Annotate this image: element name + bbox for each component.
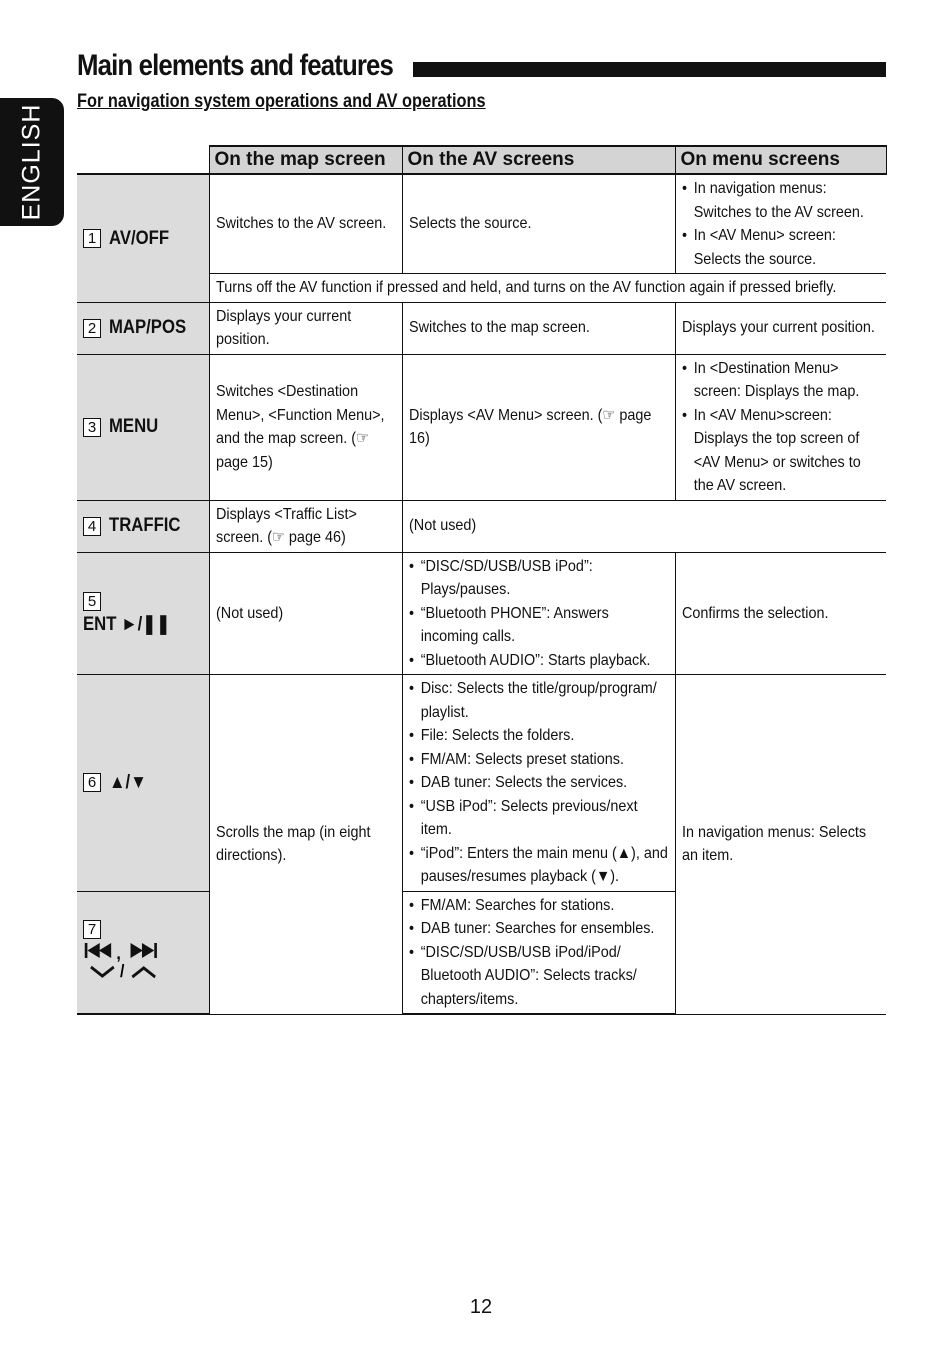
av-cell	[402, 552, 675, 675]
bullet-list	[682, 357, 880, 498]
map-cell	[209, 675, 402, 1015]
list-item: • Disc: Selects the title/group/program/ playlist.	[409, 677, 669, 724]
page-title-row	[77, 46, 886, 86]
table-row	[77, 552, 886, 675]
section-subtitle: For navigation system operations and AV operations	[77, 91, 486, 112]
chevron-up-icon	[132, 968, 155, 977]
cell-text: (Not used)	[215, 604, 283, 622]
bullet-list	[409, 677, 669, 889]
col-header-av: On the AV screens	[402, 146, 675, 174]
button-label-cell	[77, 891, 209, 1014]
cell-text: Switches <Destination Menu>, <Function Menu>, and the map screen. (☞ page 15)	[215, 383, 385, 471]
cell-text: Switches to the AV screen.	[215, 215, 386, 233]
map-cell	[209, 354, 402, 500]
chevron-down-icon	[91, 967, 114, 976]
language-tab	[0, 98, 64, 226]
bullet-list	[409, 555, 669, 673]
button-name: MAP/POS	[109, 317, 187, 339]
av-menu-cell	[402, 500, 886, 552]
svg-text:,: ,	[116, 942, 121, 963]
list-item: • “USB iPod”: Selects previous/next item.	[409, 795, 669, 842]
header-row	[77, 146, 886, 174]
item-number: 4	[83, 517, 101, 536]
button-name: ENT ►/❚❚	[83, 614, 171, 636]
list-item: • In <Destination Menu> screen: Displays the map.	[682, 357, 880, 404]
map-cell	[209, 552, 402, 675]
title-rule	[413, 62, 886, 77]
bullet-list	[409, 894, 669, 1012]
button-name: ▲/▼	[109, 772, 147, 794]
button-label-cell	[77, 354, 209, 500]
col-header-map: On the map screen	[209, 146, 402, 174]
cell-text: Displays your current position.	[681, 319, 875, 337]
item-number: 3	[83, 418, 101, 437]
span-cell	[209, 274, 886, 303]
table-row	[77, 675, 886, 892]
features-table	[77, 145, 887, 1015]
list-item: • “DISC/SD/USB/USB iPod/iPod/ Bluetooth AUDIO”: Selects tracks/ chapters/items.	[409, 941, 669, 1012]
menu-cell	[675, 552, 886, 675]
menu-cell	[675, 675, 886, 1015]
list-item: • DAB tuner: Selects the services.	[409, 771, 669, 795]
cell-text: Selects the source.	[408, 215, 531, 233]
cell-text: Displays <AV Menu> screen. (☞ page 16)	[408, 406, 651, 447]
cell-text: In navigation menus: Selects an item.	[681, 823, 866, 865]
menu-cell	[675, 174, 886, 274]
table-row	[77, 354, 886, 500]
map-cell	[209, 174, 402, 274]
item-number: 1	[83, 229, 101, 248]
av-cell	[402, 302, 675, 354]
av-cell	[402, 891, 675, 1014]
cell-text: Displays <Traffic List> screen. (☞ page 46)	[215, 505, 357, 546]
list-item: • “DISC/SD/USB/USB iPod”: Plays/pauses.	[409, 555, 669, 602]
button-label-cell	[77, 500, 209, 552]
table-row	[77, 500, 886, 552]
header-blank	[77, 146, 209, 174]
button-name: AV/OFF	[109, 227, 170, 249]
button-label-cell	[77, 552, 209, 675]
cell-text: Displays your current position.	[215, 307, 351, 348]
cell-text: Switches to the map screen.	[408, 319, 590, 337]
table-row	[77, 174, 886, 274]
list-item: • “Bluetooth AUDIO”: Starts playback.	[409, 649, 669, 673]
map-cell	[209, 302, 402, 354]
list-item: • FM/AM: Selects preset stations.	[409, 748, 669, 772]
list-item: • In <AV Menu> screen: Selects the source.	[682, 224, 880, 271]
item-number: 2	[83, 319, 101, 338]
page-title: Main elements and features	[77, 49, 394, 82]
bullet-list	[682, 177, 880, 271]
table-row	[77, 302, 886, 354]
menu-cell	[675, 302, 886, 354]
list-item: • DAB tuner: Searches for ensembles.	[409, 917, 669, 941]
list-item: • In <AV Menu>screen: Displays the top screen of <AV Menu> or switches to the AV screen.	[682, 404, 880, 498]
cell-text: Turns off the AV function if pressed and held, and turns on the AV function again if pressed briefly.	[215, 279, 836, 296]
map-cell	[209, 500, 402, 552]
button-label-cell	[77, 174, 209, 302]
list-item: • FM/AM: Searches for stations.	[409, 894, 669, 918]
col-header-menu: On menu screens	[675, 146, 886, 174]
menu-cell	[675, 354, 886, 500]
item-number: 7	[83, 920, 101, 939]
skip-back-icon	[85, 943, 111, 958]
page-number: 12	[469, 1296, 493, 1318]
button-name: TRAFFIC	[109, 515, 181, 537]
av-cell	[402, 675, 675, 892]
list-item: • In navigation menus: Switches to the AV screen.	[682, 177, 880, 224]
list-item: • “iPod”: Enters the main menu (▲), and pauses/resumes playback (▼).	[409, 842, 669, 889]
language-label: ENGLISH	[17, 103, 46, 221]
cell-text: (Not used)	[408, 517, 476, 535]
cell-text: Confirms the selection.	[681, 604, 828, 622]
button-name: MENU	[109, 416, 159, 438]
cell-text: Scrolls the map (in eight directions).	[215, 823, 370, 865]
av-cell	[402, 174, 675, 274]
skip-forward-icon	[131, 943, 157, 958]
item-number: 6	[83, 773, 101, 792]
list-item: • “Bluetooth PHONE”: Answers incoming calls.	[409, 602, 669, 649]
button-label-cell	[77, 302, 209, 354]
av-cell	[402, 354, 675, 500]
item-number: 5	[83, 592, 101, 611]
svg-text:/: /	[119, 960, 125, 981]
button-icons	[83, 941, 167, 988]
skip-buttons-icon	[83, 941, 167, 981]
list-item: • File: Selects the folders.	[409, 724, 669, 748]
button-label-cell	[77, 675, 209, 892]
